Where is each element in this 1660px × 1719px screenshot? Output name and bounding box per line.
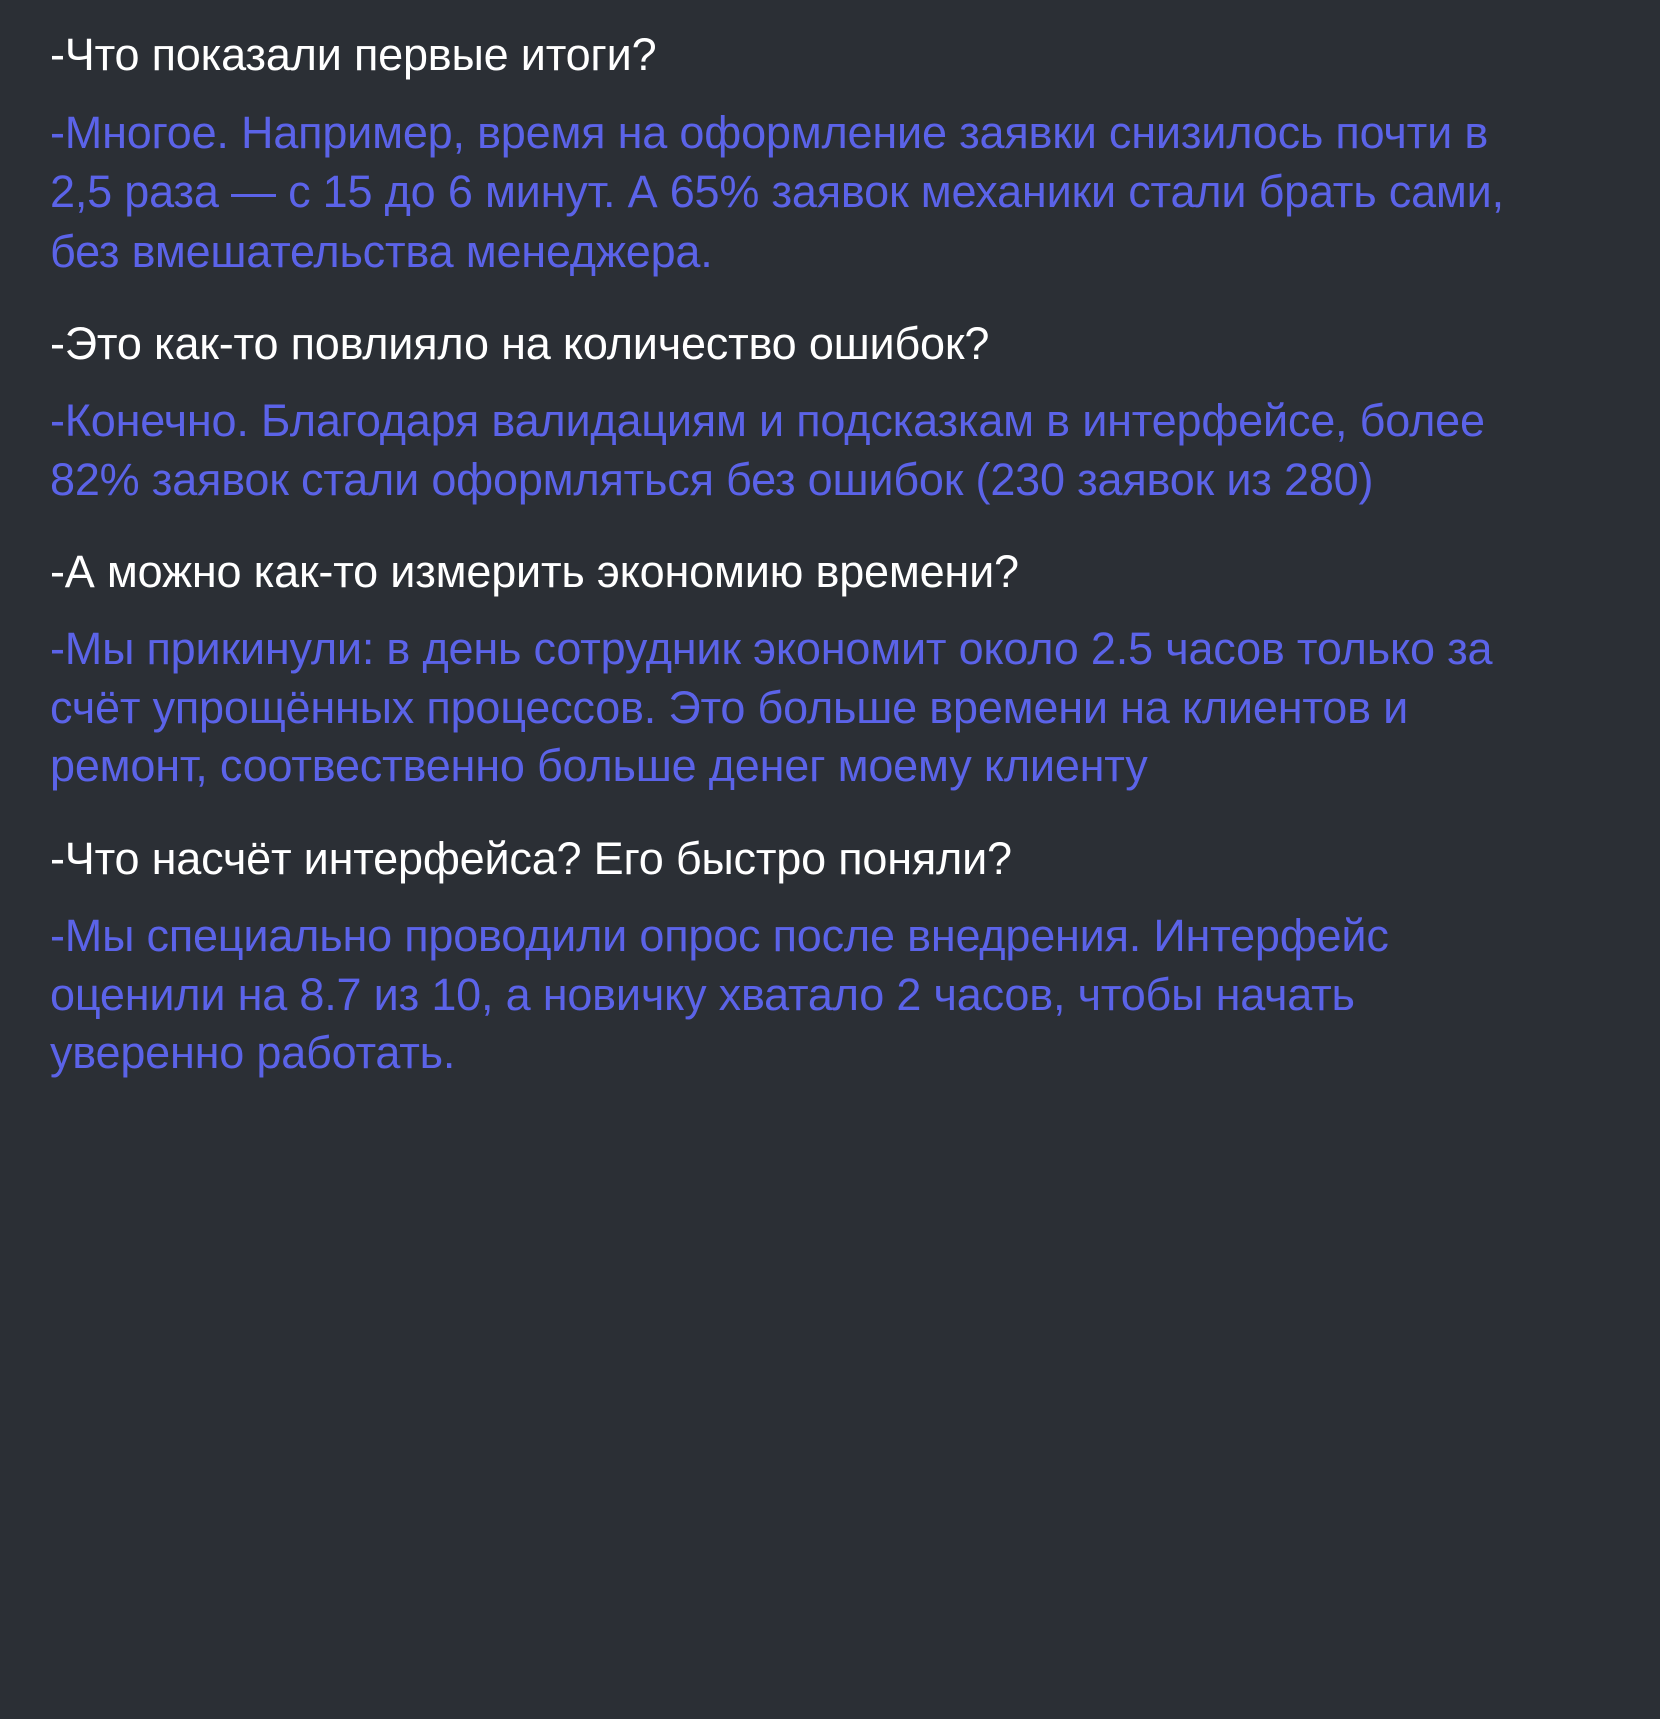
answer-text: -Мы прикинули: в день сотрудник экономит около 2.5 часов только за счёт упрощённых процессов. Это больше времени на клиентов и ремонт, соотвественно больше денег моему клиенту <box>50 623 1505 792</box>
question-text: -Что насчёт интерфейса? Его быстро поняли? <box>50 832 1012 884</box>
question-text: -Это как-то повлияло на количество ошибок? <box>50 318 990 370</box>
answer-text: -Многое. Например, время на оформление заявки снизилось почти в 2,5 раза — с 15 до 6 минут. А 65% заявок механики стали брать сами, без вмешательства менеджера. <box>50 107 1517 277</box>
qa-block <box>50 317 1510 509</box>
answer-text: -Мы специально проводили опрос после внедрения. Интерфейс оценили на 8.7 из 10, а новичку хватало 2 часов, чтобы начать уверенно работать. <box>50 910 1401 1079</box>
qa-block <box>50 545 1510 796</box>
question-text: -А можно как-то измерить экономию времени? <box>50 546 1019 598</box>
answer-text: -Конечно. Благодаря валидациям и подсказкам в интерфейсе, более 82% заявок стали оформляться без ошибок (230 заявок из 280) <box>50 395 1498 505</box>
question-text: -Что показали первые итоги? <box>50 29 657 80</box>
qa-block <box>50 28 1517 281</box>
qa-block <box>50 832 1510 1083</box>
